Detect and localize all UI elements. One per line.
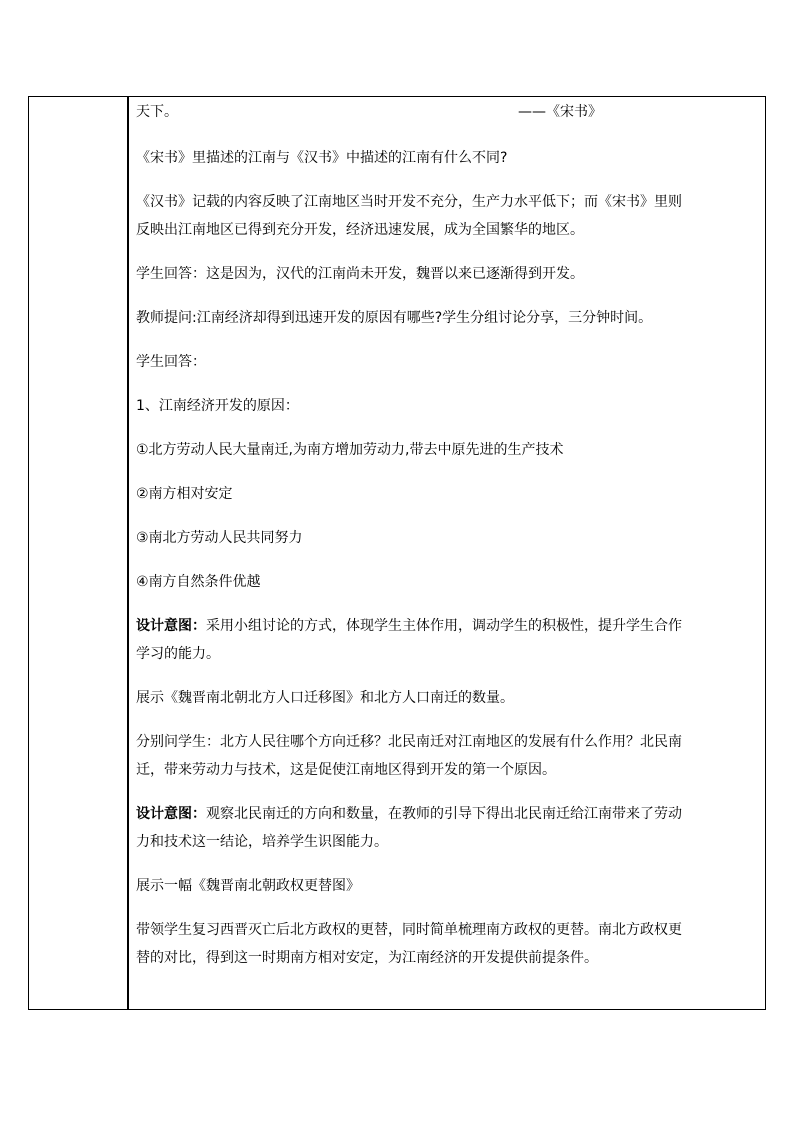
reason-item-4: ④南方自然条件优越: [136, 574, 261, 590]
regime-review: [136, 916, 760, 972]
design-intent-label: 设计意图：: [136, 618, 206, 634]
quote-text: 天下。: [136, 104, 178, 120]
reason-item-3: ③南北方劳动人民共同努力: [136, 530, 303, 546]
design-intent-text-cont: 力和技术这一结论，培养学生识图能力。: [136, 834, 388, 850]
regime-review-line-2: 替的对比，得到这一时期南方相对安定，为江南经济的开发提供前提条件。: [136, 950, 598, 966]
student-answer-1: 学生回答：这是因为，汉代的江南尚未开发，魏晋以来已逐渐得到开发。: [136, 266, 584, 282]
show-regime-map: 展示一幅《魏晋南北朝政权更替图》: [136, 878, 360, 894]
regime-review-line-1: 带领学生复习西晋灭亡后北方政权的更替，同时简单梳理南方政权的更替。南北方政权更: [136, 922, 682, 938]
design-intent-1: [136, 612, 760, 668]
migration-questions-line-2: 迁，带来劳动力与技术，这是促使江南地区得到开发的第一个原因。: [136, 762, 556, 778]
design-intent-text: 观察北民南迁的方向和数量，在教师的引导下得出北民南迁给江南带来了劳动: [206, 806, 682, 822]
design-intent-text-cont: 学习的能力。: [136, 646, 220, 662]
design-intent-2: [136, 800, 760, 856]
student-answer-label: 学生回答：: [136, 354, 206, 370]
show-migration-map: 展示《魏晋南北朝北方人口迁移图》和北方人口南迁的数量。: [136, 690, 514, 706]
question-paragraph: 《宋书》里描述的江南与《汉书》中描述的江南有什么不同?: [136, 150, 508, 166]
quote-line: [136, 96, 760, 128]
comparison-line-1: 《汉书》记载的内容反映了江南地区当时开发不充分，生产力水平低下；而《宋书》里则: [136, 194, 682, 210]
comparison-paragraph: [136, 188, 760, 244]
column-divider: [127, 96, 129, 1010]
quote-source: ——《宋书》: [518, 104, 602, 120]
teacher-question: 教师提问:江南经济却得到迅速开发的原因有哪些?学生分组讨论分享，三分钟时间。: [136, 310, 653, 326]
reason-item-2: ②南方相对安定: [136, 486, 233, 502]
design-intent-label: 设计意图：: [136, 806, 206, 822]
design-intent-text: 采用小组讨论的方式，体现学生主体作用，调动学生的积极性，提升学生合作: [206, 618, 682, 634]
reasons-heading: 1、江南经济开发的原因：: [136, 398, 299, 414]
comparison-line-2: 反映出江南地区已得到充分开发，经济迅速发展，成为全国繁华的地区。: [136, 222, 584, 238]
migration-questions: [136, 728, 760, 784]
migration-questions-line-1: 分别问学生：北方人民往哪个方向迁移？北民南迁对江南地区的发展有什么作用？北民南: [136, 734, 682, 750]
reason-item-1: ①北方劳动人民大量南迁,为南方增加劳动力,带去中原先进的生产技术: [136, 442, 564, 458]
lesson-content: [136, 96, 760, 972]
